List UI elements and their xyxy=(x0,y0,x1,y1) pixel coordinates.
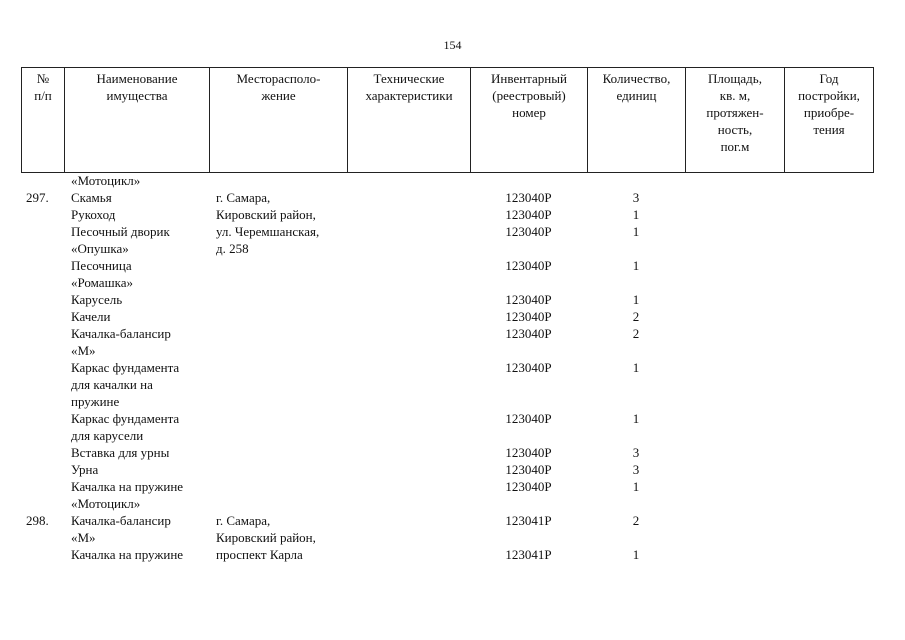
table-row xyxy=(0,376,905,393)
row-location: г. Самара, xyxy=(216,513,271,528)
row-name: «Мотоцикл» xyxy=(71,496,141,511)
row-name: «Мотоцикл» xyxy=(71,173,141,188)
row-name: Качалка на пружине xyxy=(71,547,184,562)
row-inventory: 123040Р xyxy=(505,224,552,239)
row-quantity: 1 xyxy=(632,292,640,307)
row-name: Качалка-балансир xyxy=(71,326,171,341)
row-name: Каркас фундамента xyxy=(71,411,180,426)
table-row xyxy=(0,359,905,376)
row-location: д. 258 xyxy=(216,241,249,256)
row-inventory: 123040Р xyxy=(505,326,552,341)
table-row xyxy=(0,461,905,478)
header-cell-location: Месторасполо- жение xyxy=(210,68,348,173)
row-quantity: 2 xyxy=(632,309,640,324)
table-row xyxy=(0,291,905,308)
table-row xyxy=(0,172,905,189)
table-row xyxy=(0,257,905,274)
row-quantity: 3 xyxy=(632,445,640,460)
row-name: пружине xyxy=(71,394,120,409)
row-name: «Опушка» xyxy=(71,241,129,256)
row-number: 297. xyxy=(26,190,49,205)
row-name: Качели xyxy=(71,309,111,324)
row-inventory: 123041Р xyxy=(505,547,552,562)
row-name: «М» xyxy=(71,530,96,545)
header-cell-year: Год постройки, приобре- тения xyxy=(785,68,874,173)
table-row xyxy=(0,512,905,529)
table-row xyxy=(0,189,905,206)
row-name: Песочный дворик xyxy=(71,224,170,239)
row-inventory: 123040Р xyxy=(505,207,552,222)
row-inventory: 123040Р xyxy=(505,479,552,494)
row-inventory: 123040Р xyxy=(505,292,552,307)
table-row xyxy=(0,223,905,240)
header-cell-inventory: Инвентарный (реестровый) номер xyxy=(471,68,588,173)
table-row xyxy=(0,274,905,291)
row-quantity: 1 xyxy=(632,207,640,222)
row-inventory: 123040Р xyxy=(505,411,552,426)
row-name: Песочница xyxy=(71,258,132,273)
row-quantity: 2 xyxy=(632,513,640,528)
header-cell-specs: Технические характеристики xyxy=(348,68,471,173)
header-cell-name: Наименование имущества xyxy=(65,68,210,173)
row-inventory: 123040Р xyxy=(505,360,552,375)
row-inventory: 123040Р xyxy=(505,309,552,324)
row-name: для качалки на xyxy=(71,377,153,392)
row-name: Урна xyxy=(71,462,99,477)
row-name: для карусели xyxy=(71,428,144,443)
table-header xyxy=(21,67,874,173)
table-row xyxy=(0,393,905,410)
row-location: проспект Карла xyxy=(216,547,303,562)
row-name: «Ромашка» xyxy=(71,275,133,290)
row-quantity: 1 xyxy=(632,360,640,375)
row-quantity: 3 xyxy=(632,190,640,205)
row-name: Качалка на пружине xyxy=(71,479,184,494)
row-name: Карусель xyxy=(71,292,123,307)
page-number: 154 xyxy=(443,38,462,52)
table-row xyxy=(0,529,905,546)
header-cell-number: № п/п xyxy=(22,68,65,173)
row-quantity: 1 xyxy=(632,479,640,494)
table-row xyxy=(0,427,905,444)
row-quantity: 2 xyxy=(632,326,640,341)
table-body xyxy=(0,172,905,563)
row-inventory: 123040Р xyxy=(505,258,552,273)
row-name: Вставка для урны xyxy=(71,445,170,460)
table-row xyxy=(0,410,905,427)
row-inventory: 123040Р xyxy=(505,190,552,205)
row-location: Кировский район, xyxy=(216,207,316,222)
header-cell-quantity: Количество, единиц xyxy=(588,68,686,173)
row-name: Качалка-балансир xyxy=(71,513,171,528)
row-location: г. Самара, xyxy=(216,190,271,205)
table-row xyxy=(0,546,905,563)
row-number: 298. xyxy=(26,513,49,528)
row-quantity: 1 xyxy=(632,258,640,273)
table-row xyxy=(0,478,905,495)
table-row xyxy=(0,495,905,512)
row-quantity: 1 xyxy=(632,224,640,239)
row-inventory: 123040Р xyxy=(505,445,552,460)
row-inventory: 123040Р xyxy=(505,462,552,477)
row-name: «М» xyxy=(71,343,96,358)
row-quantity: 3 xyxy=(632,462,640,477)
row-location: ул. Черемшанская, xyxy=(216,224,320,239)
row-name: Скамья xyxy=(71,190,112,205)
table-row xyxy=(0,342,905,359)
row-name: Каркас фундамента xyxy=(71,360,180,375)
row-name: Рукоход xyxy=(71,207,116,222)
table-row xyxy=(0,206,905,223)
row-quantity: 1 xyxy=(632,547,640,562)
table-row xyxy=(0,240,905,257)
row-quantity: 1 xyxy=(632,411,640,426)
row-inventory: 123041Р xyxy=(505,513,552,528)
row-location: Кировский район, xyxy=(216,530,316,545)
table-row xyxy=(0,308,905,325)
table-row xyxy=(0,444,905,461)
table-row xyxy=(0,325,905,342)
header-cell-area: Площадь, кв. м, протяжен- ность, пог.м xyxy=(686,68,785,173)
